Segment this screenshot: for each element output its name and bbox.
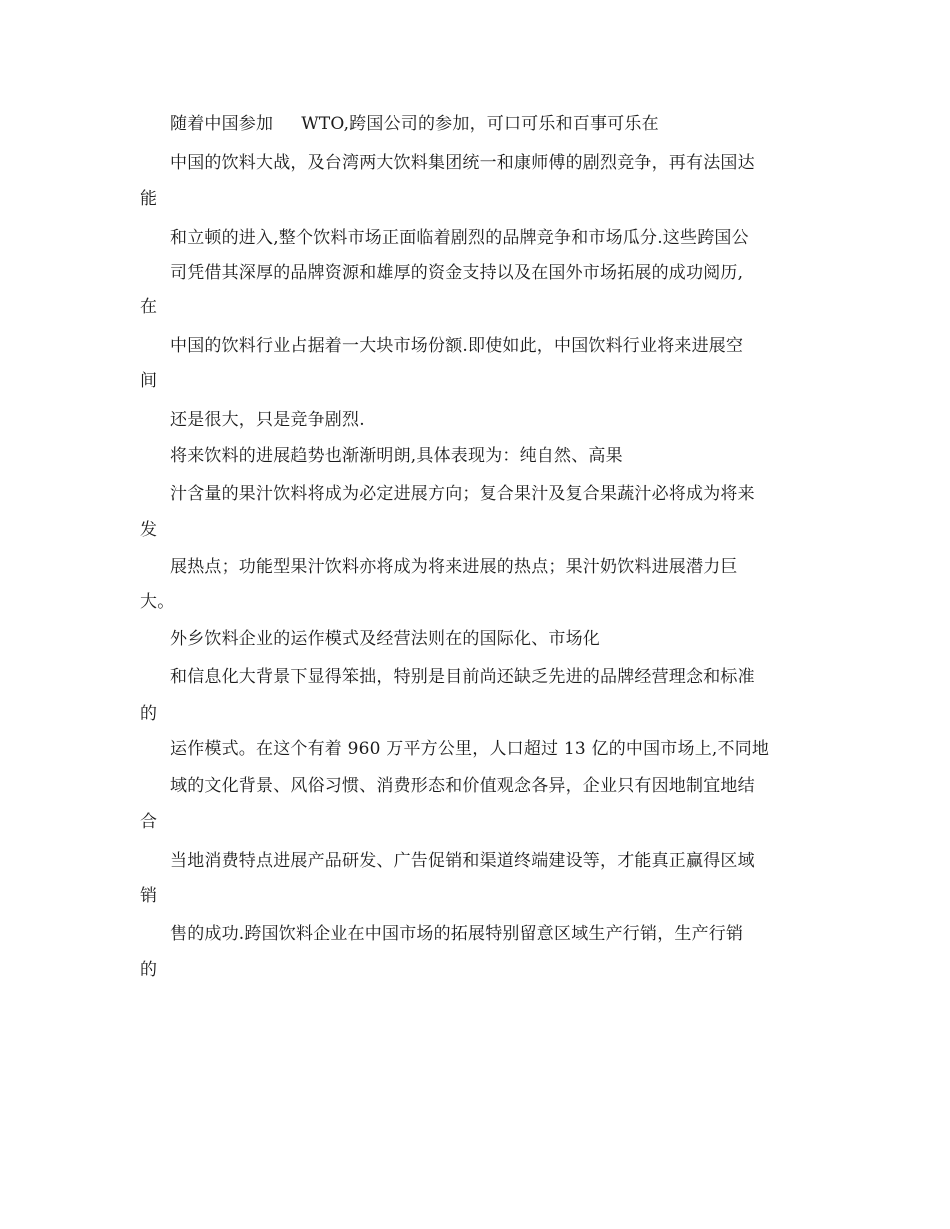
text-line: 合 xyxy=(140,812,158,832)
text-line: 司凭借其深厚的品牌资源和雄厚的资金支持以及在国外市场拓展的成功阅历, xyxy=(170,263,744,283)
text-line: 汁含量的果汁饮料将成为必定进展方向；复合果汁及复合果蔬汁必将成为将来 xyxy=(170,484,755,504)
text-line: 中国的饮料行业占据着一大块市场份额.即使如此，中国饮料行业将来进展空 xyxy=(170,336,744,356)
text-line: 运作模式。在这个有着 960 万平方公里，人口超过 13 亿的中国市场上,不同地 xyxy=(170,739,770,759)
text-line: 和信息化大背景下显得笨拙，特别是目前尚还缺乏先进的品牌经营理念和标准 xyxy=(170,667,755,687)
text-line: 发 xyxy=(140,520,158,540)
text-line: 的 xyxy=(140,704,158,724)
text-line: 当地消费特点进展产品研发、广告促销和渠道终端建设等，才能真正赢得区域 xyxy=(170,851,755,871)
text-line: 在 xyxy=(140,297,158,317)
text-line: 大。 xyxy=(140,592,175,612)
text-line: 随着中国参加 WTO,跨国公司的参加，可口可乐和百事可乐在 xyxy=(170,114,659,134)
text-line: 和立顿的进入,整个饮料市场正面临着剧烈的品牌竞争和市场瓜分.这些跨国公 xyxy=(170,228,749,248)
text-line: 还是很大，只是竞争剧烈. xyxy=(170,410,365,430)
text-line: 销 xyxy=(140,886,158,906)
text-line: 外乡饮料企业的运作模式及经营法则在的国际化、市场化 xyxy=(170,629,600,649)
text-line: 中国的饮料大战，及台湾两大饮料集团统一和康师傅的剧烈竞争，再有法国达 xyxy=(170,153,755,173)
text-line: 间 xyxy=(140,371,158,391)
text-line: 售的成功.跨国饮料企业在中国市场的拓展特别留意区域生产行销，生产行销 xyxy=(170,924,744,944)
text-line: 域的文化背景、风俗习惯、消费形态和价值观念各异，企业只有因地制宜地结 xyxy=(170,776,755,796)
text-line: 的 xyxy=(140,960,158,980)
text-line: 展热点；功能型果汁饮料亦将成为将来进展的热点；果汁奶饮料进展潜力巨 xyxy=(170,557,738,577)
text-line: 将来饮料的进展趋势也渐渐明朗,具体表现为：纯自然、高果 xyxy=(170,446,623,466)
text-line: 能 xyxy=(140,189,158,209)
